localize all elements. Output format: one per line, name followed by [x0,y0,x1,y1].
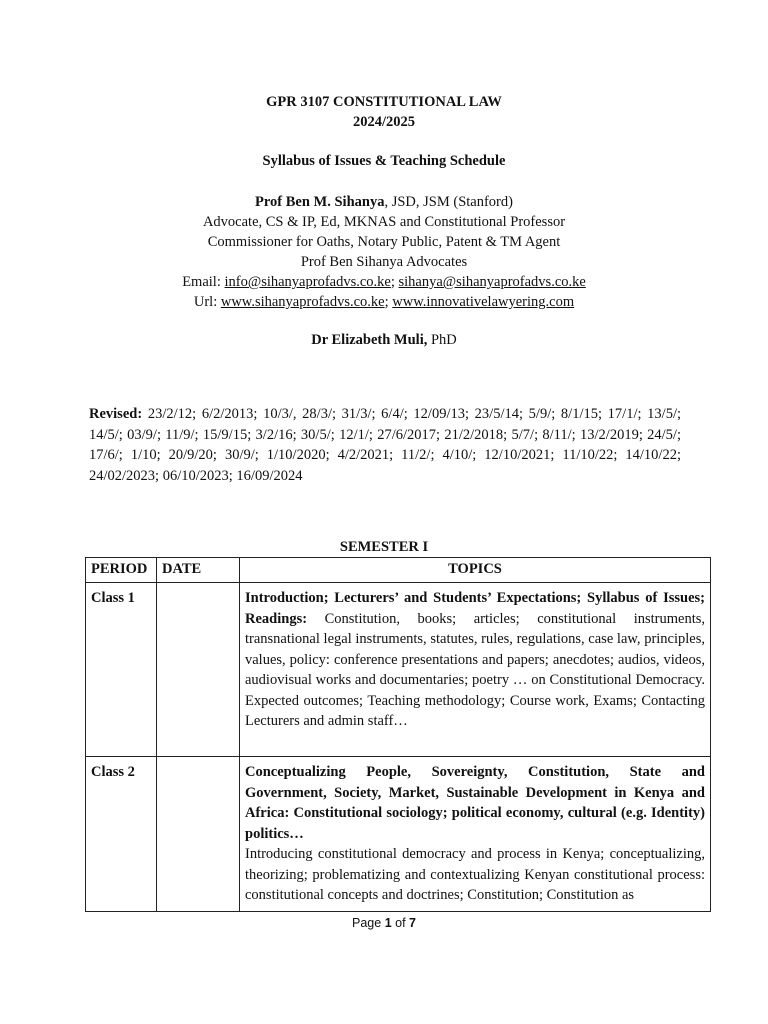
email-label: Email: [182,274,225,290]
period-cell: Class 1 [86,583,157,757]
email-link-info[interactable]: info@sihanyaprofadvs.co.ke [224,274,391,290]
coauthor-credentials: PhD [427,332,457,348]
url-separator: ; [384,294,393,310]
author-title-line-1: Advocate, CS & IP, Ed, MKNAS and Constitutional Professor [202,214,566,230]
page-footer [0,916,768,930]
author-url-line [0,292,768,312]
topic-heading: Conceptualizing People, Sovereignty, Constitution, State and Government, Society, Market, Sustainable Development in Kenya and Africa: Constitutional sociology; political economy, cultural (e.g. Identity) politics… [245,764,705,842]
author-credentials: , JSD, JSM (Stanford) [384,194,513,210]
coauthor-name: Dr Elizabeth Muli, [311,332,428,348]
table-row [86,583,711,757]
topic-cell [240,757,711,912]
page-mid: of [391,916,410,930]
period-cell: Class 2 [86,757,157,912]
page-current: 1 [384,916,392,930]
column-header-topics: TOPICS [240,558,711,583]
table-header-row [86,558,711,583]
topic-cell [240,583,711,757]
coauthor-line [0,330,768,350]
document-header [0,92,768,132]
academic-year: 2024/2025 [352,114,416,130]
topic-body: Constitution, books; articles; constitutional instruments, transnational legal instruments, statutes, rules, regulations, case law, principles, values, policy: conference presentations and papers; anecdotes; audios, videos, audiovisual works and documentaries; poetry … on Constitutional Democracy. Expected outcomes; Teaching methodology; Course work, Exams; Contacting Lecturers and admin staff… [245,610,705,729]
schedule-table [85,557,711,912]
author-name-line [0,192,768,212]
column-header-period: PERIOD [86,558,157,583]
author-firm: Prof Ben Sihanya Advocates [300,254,468,270]
author-block [0,192,768,312]
table-row [86,757,711,912]
column-header-date: DATE [157,558,240,583]
page-prefix: Page [352,916,385,930]
revised-dates: 23/2/12; 6/2/2013; 10/3/, 28/3/; 31/3/; 6/4/; 12/09/13; 23/5/14; 5/9/; 8/1/15; 17/1/; 13/5/; 14/5/; 03/9/; 11/9/; 15/9/15; 3/2/16; 30/5/; 12/1/; 27/6/2017; 21/2/2018; 5/7/; 8/11/; 13/2/2019; 24/5/; 17/6/; 1/10; 20/9/20; 30/9/; 1/10/2020; 4/2/2021; 11/2/; 4/10/; 12/10/2021; 11/10/22; 14/10/22; 24/02/2023; 06/10/2023; 16/09/2024 [89,406,681,484]
page-total: 7 [409,916,416,930]
revised-label: Revised: [89,406,143,422]
author-title-line-2: Commissioner for Oaths, Notary Public, Patent & TM Agent [207,234,561,250]
date-cell [157,757,240,912]
date-cell [157,583,240,757]
author-email-line [0,272,768,292]
readings-label: Readings: [245,610,308,627]
author-name: Prof Ben M. Sihanya [255,194,385,210]
semester-title: SEMESTER I [339,539,429,555]
topic-body: Introducing constitutional democracy and process in Kenya; conceptualizing, theorizing; problematizing and contextualizing Kenyan constitutional process: constitutional concepts and doctrines; Constitution; Constitution as [245,846,705,903]
document-subtitle: Syllabus of Issues & Teaching Schedule [262,153,506,169]
course-title: GPR 3107 CONSTITUTIONAL LAW [266,94,502,110]
url-label: Url: [193,294,221,310]
topic-heading: Introduction; Lecturers’ and Students’ Expectations; Syllabus of Issues; [245,590,705,606]
url-link-firm[interactable]: www.sihanyaprofadvs.co.ke [220,294,385,310]
email-link-sihanya[interactable]: sihanya@sihanyaprofadvs.co.ke [398,274,586,290]
revision-history [89,404,681,486]
email-separator: ; [390,274,399,290]
url-link-innovative[interactable]: www.innovativelawyering.com [392,294,575,310]
